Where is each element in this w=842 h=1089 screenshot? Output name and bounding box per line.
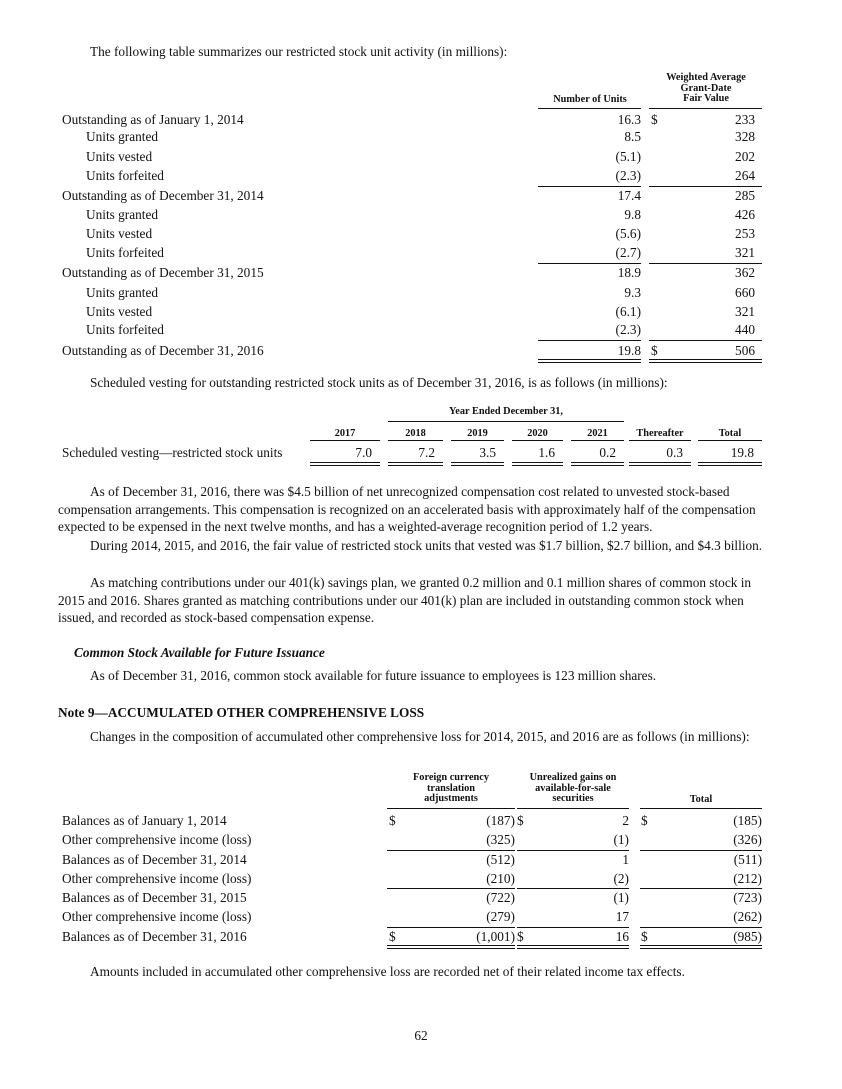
aoci-row-total: (326) xyxy=(733,832,762,847)
aoci-subtotal-rule-total xyxy=(640,927,762,928)
rsu-row-units: (2.7) xyxy=(615,245,641,260)
rsu-row-label: Units forfeited xyxy=(86,245,164,260)
aoci-header-unrealized xyxy=(517,773,629,805)
rsu-row-units: (6.1) xyxy=(615,304,641,319)
aoci-header-fx xyxy=(387,773,515,805)
aoci-header-fx-line3: adjustments xyxy=(424,793,478,804)
aoci-row-unrealized: (1) xyxy=(613,832,629,847)
rsu-row-value: 440 xyxy=(735,322,755,337)
rsu-header-rule-value xyxy=(649,108,762,109)
rsu-row-label: Outstanding as of December 31, 2016 xyxy=(62,343,264,358)
aoci-subtotal-rule-total xyxy=(640,850,762,851)
vesting-intro: Scheduled vesting for outstanding restricted stock units as of December 31, 2016, is as follows (in millions): xyxy=(90,375,668,390)
rsu-row-label: Outstanding as of December 31, 2015 xyxy=(62,265,264,280)
note9-heading: Note 9—ACCUMULATED OTHER COMPREHENSIVE LOSS xyxy=(58,705,425,720)
fair-value-vested-paragraph: During 2014, 2015, and 2016, the fair value of restricted stock units that vested was $1.7 billion, $2.7 billion, and $4.3 billion. xyxy=(90,538,763,553)
aoci-subtotal-rule-unrealized xyxy=(517,888,629,889)
rsu-row-label: Units granted xyxy=(86,129,159,144)
rsu-row-units: 9.8 xyxy=(624,207,641,222)
rsu-subtotal-rule-units xyxy=(538,186,641,187)
common-stock-text: As of December 31, 2016, common stock available for future issuance to employees is 123 million shares. xyxy=(90,668,657,683)
rsu-row-value: 426 xyxy=(735,207,755,222)
aoci-footer: Amounts included in accumulated other comprehensive loss are recorded net of their related income tax effects. xyxy=(90,964,685,979)
aoci-row-fx: (325) xyxy=(486,832,515,847)
aoci-header-unrealized-line3: securities xyxy=(552,793,594,804)
rsu-row-units: 16.3 xyxy=(617,112,641,127)
aoci-subtotal-rule-total xyxy=(640,888,762,889)
rsu-row-label: Units forfeited xyxy=(86,322,164,337)
aoci-row-dollar-unrealized: $ xyxy=(517,929,524,944)
rsu-header-fair-value xyxy=(650,73,762,105)
aoci-row-fx: (279) xyxy=(486,909,515,924)
aoci-header-rule-unrealized xyxy=(517,808,629,809)
aoci-subtotal-rule-unrealized xyxy=(517,927,629,928)
rsu-row-value: 253 xyxy=(735,226,755,241)
vesting-col-header-rule xyxy=(512,440,563,441)
aoci-row-total: (985) xyxy=(733,929,762,944)
aoci-row-total: (511) xyxy=(733,852,762,867)
rsu-row-value: 321 xyxy=(735,304,755,319)
rsu-row-value: 321 xyxy=(735,245,755,260)
vesting-col-header-rule xyxy=(698,440,762,441)
vesting-col-header-rule xyxy=(310,440,380,441)
vesting-value-double-rule xyxy=(571,462,624,466)
rsu-row-value: 660 xyxy=(735,285,755,300)
rsu-row-dollar: $ xyxy=(651,343,658,358)
page-number: 62 xyxy=(414,1028,428,1043)
aoci-row-unrealized: 2 xyxy=(622,813,629,828)
aoci-row-total: (212) xyxy=(733,871,762,886)
rsu-intro: The following table summarizes our restricted stock unit activity (in millions): xyxy=(90,44,508,59)
vesting-row-label: Scheduled vesting—restricted stock units xyxy=(62,445,283,460)
rsu-row-label: Outstanding as of December 31, 2014 xyxy=(62,188,264,203)
aoci-row-dollar-fx: $ xyxy=(389,929,396,944)
rsu-row-label: Outstanding as of January 1, 2014 xyxy=(62,112,244,127)
aoci-row-label: Other comprehensive income (loss) xyxy=(62,871,252,886)
aoci-subtotal-rule-fx xyxy=(387,888,515,889)
aoci-subtotal-rule-fx xyxy=(387,850,515,851)
vesting-value: 19.8 xyxy=(730,445,754,460)
rsu-row-value: 202 xyxy=(735,149,755,164)
rsu-header-units: Number of Units xyxy=(553,94,627,105)
vesting-value: 0.2 xyxy=(599,445,616,460)
rsu-header-fair-value-line2: Grant-Date xyxy=(680,82,732,94)
note9-intro: Changes in the composition of accumulated other comprehensive loss for 2014, 2015, and 2016 are as follows (in millions): xyxy=(90,729,750,744)
vesting-value: 0.3 xyxy=(666,445,683,460)
aoci-row-total: (723) xyxy=(733,890,762,905)
aoci-row-dollar-total: $ xyxy=(641,813,648,828)
vesting-col-header: 2021 xyxy=(587,428,608,439)
rsu-row-units: 19.8 xyxy=(617,343,641,358)
rsu-row-value: 264 xyxy=(735,168,755,183)
aoci-row-dollar-fx: $ xyxy=(389,813,396,828)
aoci-row-unrealized: 17 xyxy=(615,909,629,924)
rsu-row-label: Units vested xyxy=(86,149,153,164)
aoci-row-dollar-total: $ xyxy=(641,929,648,944)
aoci-row-unrealized: 16 xyxy=(615,929,629,944)
rsu-total-double-rule-units xyxy=(538,359,641,363)
aoci-row-total: (262) xyxy=(733,909,762,924)
vesting-group-rule xyxy=(388,421,624,422)
rsu-row-label: Units vested xyxy=(86,226,153,241)
rsu-row-dollar: $ xyxy=(651,112,658,127)
aoci-header-fx-line2: translation xyxy=(426,782,476,794)
rsu-row-units: 8.5 xyxy=(624,129,641,144)
vesting-col-header-rule xyxy=(629,440,691,441)
aoci-row-label: Balances as of January 1, 2014 xyxy=(62,813,227,828)
vesting-value-double-rule xyxy=(629,462,691,466)
vesting-value-double-rule xyxy=(388,462,443,466)
vesting-col-header: 2017 xyxy=(334,428,356,439)
aoci-header-fx-line1: Foreign currency xyxy=(413,772,489,783)
rsu-row-value: 233 xyxy=(735,112,755,127)
vesting-value: 1.6 xyxy=(538,445,555,460)
aoci-total-double-rule-total xyxy=(640,945,762,949)
unrecognized-comp-paragraph: As of December 31, 2016, there was $4.5 billion of net unrecognized compensation cost related to unvested stock-based compensation arrangements. This compensation is recognized on an accelerated basis with approximately half of the compensation expected to be expensed in the next twelve months, and has a weighted-average recognition period of 1.2 years. xyxy=(58,484,756,534)
rsu-subtotal-rule-value xyxy=(649,263,762,264)
rsu-row-value: 328 xyxy=(735,129,755,144)
rsu-subtotal-rule-units xyxy=(538,263,641,264)
aoci-row-label: Balances as of December 31, 2014 xyxy=(62,852,247,867)
aoci-row-fx: (722) xyxy=(486,890,515,905)
rsu-total-double-rule-value xyxy=(649,359,762,363)
aoci-total-double-rule-fx xyxy=(387,945,515,949)
aoci-row-unrealized: 1 xyxy=(622,852,629,867)
rsu-row-units: (2.3) xyxy=(615,168,641,183)
aoci-header-rule-total xyxy=(640,808,762,809)
aoci-subtotal-rule-fx xyxy=(387,927,515,928)
rsu-subtotal-rule-units xyxy=(538,340,641,341)
rsu-row-label: Units forfeited xyxy=(86,168,164,183)
aoci-header-unrealized-line2: available-for-sale xyxy=(535,782,611,794)
common-stock-heading: Common Stock Available for Future Issuance xyxy=(74,645,325,660)
rsu-row-value: 362 xyxy=(735,265,755,280)
vesting-group-header: Year Ended December 31, xyxy=(448,406,563,417)
rsu-row-value: 285 xyxy=(735,188,755,203)
vesting-col-header-rule xyxy=(388,440,443,441)
vesting-col-header-rule xyxy=(451,440,504,441)
vesting-col-header: 2018 xyxy=(405,428,426,439)
rsu-header-rule-units xyxy=(538,108,641,109)
vesting-col-header: Total xyxy=(718,428,742,439)
vesting-col-header: Thereafter xyxy=(636,428,684,439)
vesting-value-double-rule xyxy=(310,462,380,466)
aoci-header-unrealized-line1: Unrealized gains on xyxy=(529,772,617,783)
rsu-row-label: Units vested xyxy=(86,304,153,319)
vesting-col-header-rule xyxy=(571,440,624,441)
rsu-row-units: 18.9 xyxy=(617,265,641,280)
vesting-value: 7.2 xyxy=(418,445,435,460)
vesting-value-double-rule xyxy=(451,462,504,466)
aoci-row-fx: (210) xyxy=(486,871,515,886)
vesting-value: 3.5 xyxy=(479,445,496,460)
aoci-total-double-rule-unrealized xyxy=(517,945,629,949)
rsu-header-fair-value-line3: Fair Value xyxy=(683,93,729,104)
rsu-row-units: (5.6) xyxy=(615,226,641,241)
aoci-row-unrealized: (1) xyxy=(613,890,629,905)
rsu-row-units: 9.3 xyxy=(624,285,641,300)
rsu-subtotal-rule-value xyxy=(649,340,762,341)
aoci-row-label: Other comprehensive income (loss) xyxy=(62,832,252,847)
rsu-subtotal-rule-value xyxy=(649,186,762,187)
aoci-header-total: Total xyxy=(689,794,713,805)
aoci-row-dollar-unrealized: $ xyxy=(517,813,524,828)
aoci-row-unrealized: (2) xyxy=(613,871,629,886)
aoci-header-rule-fx xyxy=(387,808,515,809)
rsu-row-units: 17.4 xyxy=(617,188,641,203)
aoci-subtotal-rule-unrealized xyxy=(517,850,629,851)
rsu-row-value: 506 xyxy=(735,343,755,358)
aoci-row-label: Other comprehensive income (loss) xyxy=(62,909,252,924)
aoci-row-fx: (187) xyxy=(486,813,515,828)
aoci-row-label: Balances as of December 31, 2016 xyxy=(62,929,247,944)
aoci-row-fx: (512) xyxy=(486,852,515,867)
401k-paragraph: As matching contributions under our 401(k) savings plan, we granted 0.2 million and 0.1 million shares of common stock in 2015 and 2016. Shares granted as matching contributions under our 401(k) plan are included in outstanding common stock when issued, and recorded as stock-based compensation expense. xyxy=(58,575,752,625)
rsu-header-fair-value-line1: Weighted Average xyxy=(666,72,746,83)
aoci-row-fx: (1,001) xyxy=(476,929,515,944)
vesting-col-header: 2020 xyxy=(527,428,548,439)
vesting-value-double-rule xyxy=(698,462,762,466)
vesting-value-double-rule xyxy=(512,462,563,466)
vesting-value: 7.0 xyxy=(355,445,372,460)
rsu-row-label: Units granted xyxy=(86,285,159,300)
rsu-row-units: (5.1) xyxy=(615,149,641,164)
vesting-col-header: 2019 xyxy=(467,428,488,439)
rsu-row-label: Units granted xyxy=(86,207,159,222)
aoci-row-label: Balances as of December 31, 2015 xyxy=(62,890,247,905)
rsu-row-units: (2.3) xyxy=(615,322,641,337)
aoci-row-total: (185) xyxy=(733,813,762,828)
